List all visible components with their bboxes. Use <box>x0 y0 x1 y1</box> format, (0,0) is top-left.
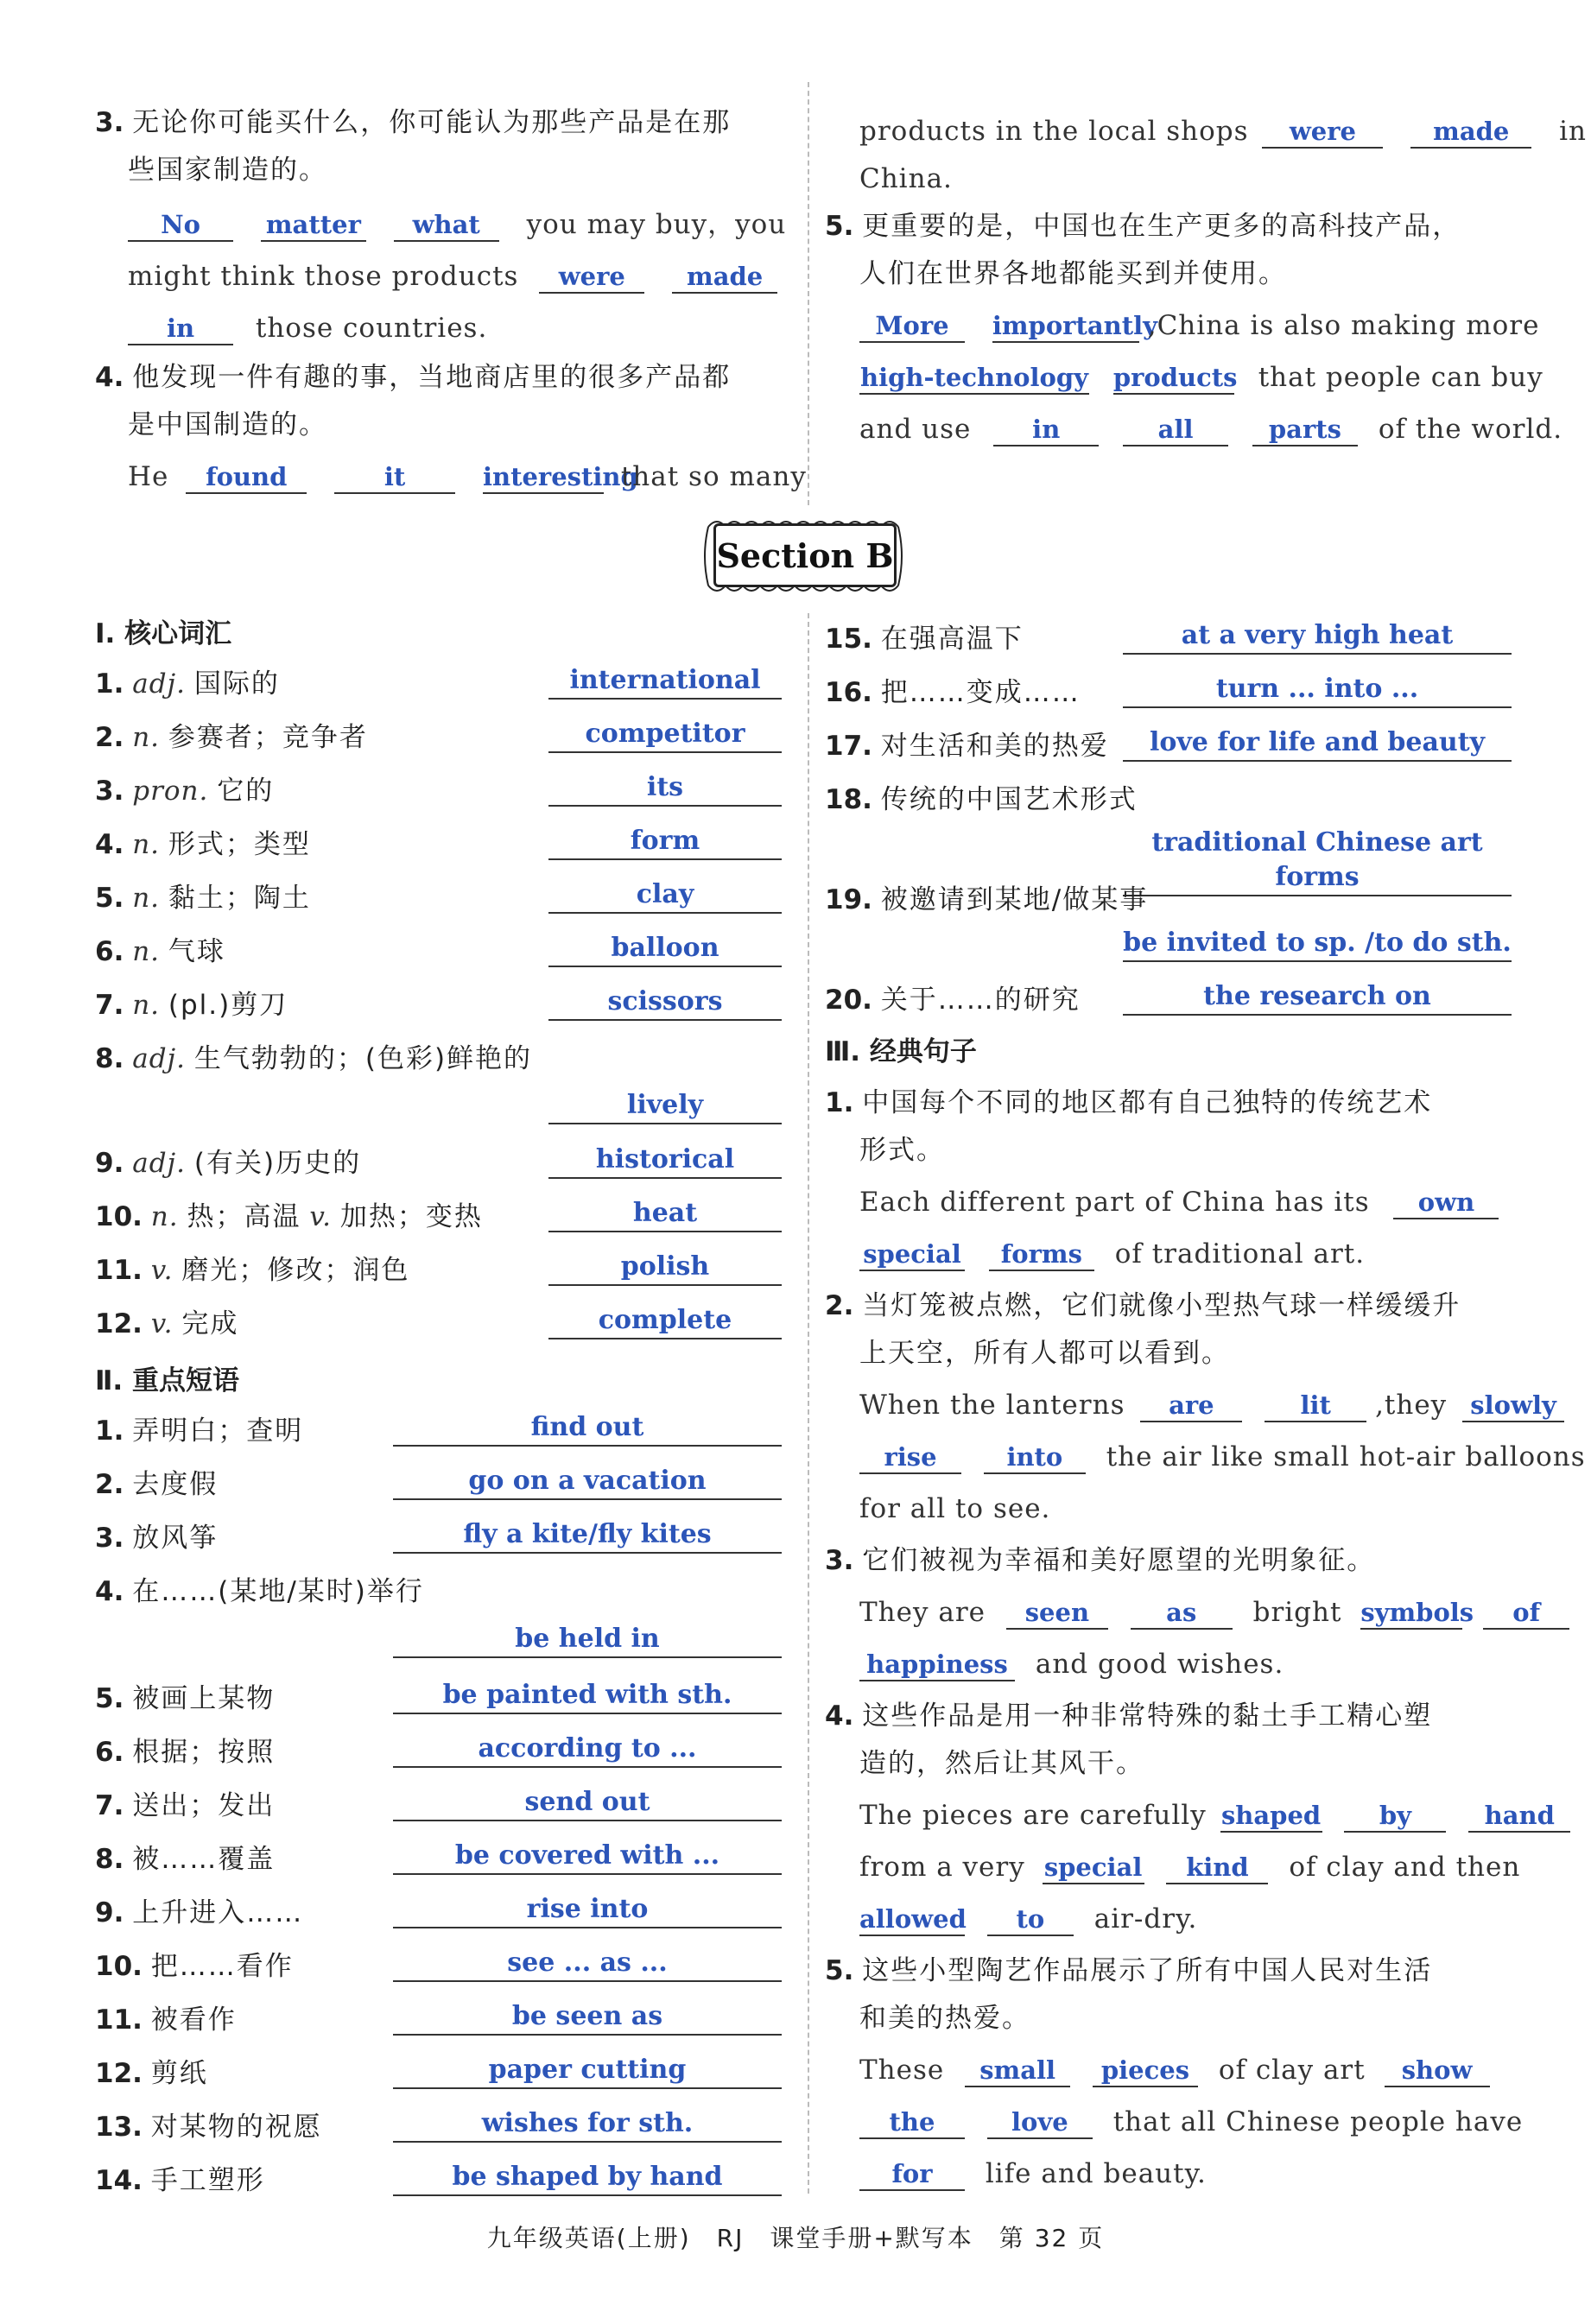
item-number: 18. <box>825 784 872 815</box>
s5-chinese-line1: 5. 这些小型陶艺作品展示了所有中国人民对生活 <box>825 1955 1433 1986</box>
answer-blank[interactable]: clay <box>548 877 782 914</box>
part-of-speech: n. <box>132 829 161 860</box>
answer-blank[interactable]: at a very high heat <box>1123 618 1512 655</box>
answer-blank[interactable]: in <box>128 313 233 345</box>
answer-blank[interactable]: it <box>334 461 455 494</box>
item-number: 2. <box>95 722 124 753</box>
item-number: 12. <box>95 1308 143 1339</box>
vocab-item <box>95 1305 238 1343</box>
s1-english-line2: special forms of traditional art. <box>859 1235 1365 1273</box>
s5-english-line2: the love that all Chinese people have <box>859 2103 1523 2141</box>
q4-cont-line1: products in the local shops were made in <box>859 116 1588 147</box>
phrase-item <box>95 1894 303 1932</box>
answer-blank[interactable]: allowed <box>859 1903 965 1936</box>
item-number: 12. <box>95 2058 143 2089</box>
answer-blank[interactable]: special <box>859 1238 965 1271</box>
item-number: 3. <box>95 776 124 807</box>
phrase-item <box>95 1947 294 1985</box>
item-number: 6. <box>95 936 124 967</box>
answer-blank[interactable]: small <box>965 2055 1070 2087</box>
q5-english-line1: More importantly ,China is also making more <box>859 307 1539 345</box>
item-number: 3. <box>95 1523 124 1554</box>
chinese-meaning: 根据；按照 <box>132 1737 276 1768</box>
answer-blank[interactable]: love for life and beauty <box>1123 725 1512 762</box>
chinese-meaning: 黏土；陶土 <box>168 883 311 914</box>
item-number: 5. <box>95 883 124 914</box>
chinese-meaning: 被画上某物 <box>132 1683 276 1714</box>
item-number: 20. <box>825 985 872 1016</box>
section-title: Section B <box>713 523 897 587</box>
answer-blank[interactable]: love <box>987 2106 1093 2139</box>
s3-english-line2: happiness and good wishes. <box>859 1645 1284 1683</box>
phrase-item <box>95 1573 424 1611</box>
answer-blank[interactable]: More <box>859 310 965 343</box>
s3-english-line1: They are seen as bright symbols of <box>859 1593 1569 1631</box>
answer-blank[interactable]: parts <box>1252 414 1358 446</box>
answer-blank[interactable]: by <box>1344 1800 1446 1833</box>
answer-blank[interactable]: be painted with sth. <box>393 1678 782 1714</box>
item-number: 13. <box>95 2112 143 2143</box>
item-number: 10. <box>95 1201 143 1232</box>
item-number: 4. <box>95 829 124 860</box>
vocab-item <box>95 986 288 1024</box>
part-of-speech: adj. <box>132 1148 187 1179</box>
page-footer: 九年级英语(上册) RJ 课堂手册+默写本 第 32 页 <box>486 2224 1105 2252</box>
item-number: 14. <box>95 2165 143 2196</box>
phrase-item <box>825 781 1138 819</box>
answer-blank[interactable]: were <box>1262 116 1383 149</box>
part-of-speech: n. <box>132 936 161 967</box>
part-of-speech: n. <box>132 883 161 914</box>
part2-heading: Ⅱ. 重点短语 <box>95 1365 239 1396</box>
phrase-item <box>95 1680 275 1718</box>
q3-english-line1: No matter what you may buy，you <box>128 206 786 244</box>
vocab-item <box>95 1251 409 1289</box>
answer-blank[interactable]: in <box>993 414 1099 446</box>
answer-blank[interactable]: heat <box>548 1196 782 1232</box>
item-number: 9. <box>95 1897 124 1928</box>
part-of-speech: n. <box>132 722 161 753</box>
s5-english-line3: for life and beauty. <box>859 2155 1207 2193</box>
chinese-meaning: 被……覆盖 <box>132 1844 276 1875</box>
answer-blank[interactable]: kind <box>1166 1852 1268 1884</box>
chinese-meaning: 在强高温下 <box>880 624 1024 655</box>
item-number: 15. <box>825 624 872 655</box>
answer-blank[interactable]: balloon <box>548 931 782 967</box>
s5-chinese-line2: 和美的热爱。 <box>859 2003 1030 2034</box>
answer-blank[interactable]: No <box>128 209 233 242</box>
answer-blank[interactable]: turn ... into ... <box>1123 672 1512 708</box>
chinese-meaning: 参赛者；竞争者 <box>168 722 368 753</box>
answer-blank[interactable]: lively <box>548 1088 782 1124</box>
item-number: 4. <box>95 1576 124 1607</box>
answer-blank[interactable]: what <box>394 209 499 242</box>
s4-chinese-line1: 4. 这些作品是用一种非常特殊的黏土手工精心塑 <box>825 1700 1433 1732</box>
chinese-meaning: 加热；变热 <box>339 1201 483 1232</box>
part1-heading: Ⅰ. 核心词汇 <box>95 618 232 649</box>
part-of-speech: adj. <box>132 1043 187 1074</box>
q5-english-line3: and use in all parts of the world. <box>859 414 1563 445</box>
chinese-meaning: 完成 <box>181 1308 239 1339</box>
phrase-item <box>825 674 1081 712</box>
q5-english-line2: high-technology products that people can buy <box>859 362 1543 393</box>
s1-chinese-line2: 形式。 <box>859 1135 945 1166</box>
answer-blank[interactable]: interesting <box>483 461 604 494</box>
answer-blank[interactable]: were <box>539 261 644 294</box>
item-number: 1. <box>95 668 124 700</box>
chinese-meaning: 传统的中国艺术形式 <box>880 784 1138 815</box>
part-of-speech: n. <box>150 1201 179 1232</box>
answer-blank[interactable]: wishes for sth. <box>393 2106 782 2143</box>
item-number: 7. <box>95 990 124 1021</box>
q5-chinese-line2: 人们在世界各地都能买到并使用。 <box>859 258 1287 289</box>
phrase-item <box>95 2108 322 2146</box>
answer-blank[interactable]: shaped <box>1220 1800 1322 1833</box>
s1-chinese-line1: 1. 中国每个不同的地区都有自己独特的传统艺术 <box>825 1087 1433 1118</box>
answer-blank[interactable]: of <box>1483 1597 1569 1630</box>
answer-blank[interactable]: as <box>1131 1597 1233 1630</box>
part-of-speech: v. <box>150 1308 174 1339</box>
answer-blank[interactable]: pieces <box>1093 2055 1198 2087</box>
phrase-item <box>95 1519 218 1557</box>
s2-chinese-line2: 上天空，所有人都可以看到。 <box>859 1338 1230 1369</box>
chinese-meaning: 生气勃勃的；(色彩)鲜艳的 <box>193 1043 533 1074</box>
answer-blank[interactable]: lit <box>1265 1390 1366 1422</box>
answer-blank[interactable]: paper cutting <box>393 2053 782 2089</box>
item-number: 1. <box>95 1415 124 1447</box>
item-number: 16. <box>825 677 872 708</box>
phrase-item <box>825 727 1109 765</box>
phrase-item <box>95 1840 275 1878</box>
chinese-meaning: 去度假 <box>132 1469 219 1500</box>
chinese-meaning: 上升进入…… <box>132 1897 304 1928</box>
answer-blank[interactable]: according to ... <box>393 1732 782 1768</box>
phrase-item <box>95 1733 275 1771</box>
chinese-meaning: 送出；发出 <box>132 1790 276 1821</box>
answer-blank[interactable]: rise <box>859 1441 961 1474</box>
answer-blank[interactable]: to <box>987 1903 1074 1936</box>
answer-blank[interactable]: be seen as <box>393 1999 782 2036</box>
chinese-meaning: 把……变成…… <box>880 677 1081 708</box>
chinese-meaning: 被邀请到某地/做某事 <box>880 884 1149 915</box>
chinese-meaning: 在……(某地/某时)举行 <box>132 1576 424 1607</box>
answer-blank[interactable]: happiness <box>859 1649 1015 1681</box>
vocab-item <box>95 719 368 757</box>
phrase-item <box>95 2001 237 2039</box>
item-number: 5. <box>95 1683 124 1714</box>
answer-blank[interactable]: go on a vacation <box>393 1464 782 1500</box>
q4-cont-line2: China. <box>859 163 953 194</box>
answer-blank[interactable]: found <box>186 461 307 494</box>
answer-blank[interactable]: made <box>1410 116 1531 149</box>
answer-blank[interactable]: into <box>984 1441 1086 1474</box>
phrase-item <box>95 1412 303 1450</box>
answer-blank[interactable]: scissors <box>548 985 782 1021</box>
chinese-meaning: (pl.)剪刀 <box>168 990 288 1021</box>
chinese-meaning: 关于……的研究 <box>880 985 1081 1016</box>
answer-blank[interactable]: show <box>1385 2055 1490 2087</box>
answer-blank[interactable]: hand <box>1468 1800 1570 1833</box>
item-number: 11. <box>95 2004 143 2036</box>
item-number: 19. <box>825 884 872 915</box>
q3-chinese-line1: 3. 无论你可能买什么，你可能认为那些产品是在那 <box>95 107 732 138</box>
chinese-meaning: 被看作 <box>150 2004 237 2036</box>
chinese-meaning: 形式；类型 <box>168 829 311 860</box>
s5-english-line1: These small pieces of clay art show <box>859 2051 1490 2089</box>
answer-blank[interactable]: for <box>859 2158 965 2191</box>
vocab-item <box>95 933 225 971</box>
s4-english-line3: allowed to air-dry. <box>859 1903 1198 1935</box>
chinese-meaning: 对生活和美的热爱 <box>880 731 1109 762</box>
answer-blank[interactable]: be held in <box>393 1622 782 1658</box>
answer-blank[interactable]: the <box>859 2106 965 2139</box>
chinese-meaning: 放风筝 <box>132 1523 219 1554</box>
item-number: 2. <box>95 1469 124 1500</box>
q5-chinese-line1: 5. 更重要的是，中国也在生产更多的高科技产品， <box>825 211 1461 242</box>
s1-english-line1: Each different part of China has its own <box>859 1183 1499 1221</box>
chinese-meaning: 气球 <box>168 936 225 967</box>
answer-blank[interactable]: traditional Chinese art forms <box>1123 826 1512 896</box>
phrase-item <box>825 620 1024 658</box>
s2-english-line1: When the lanterns are lit ,they slowly <box>859 1386 1564 1424</box>
part-of-speech: v. <box>150 1255 174 1286</box>
answer-blank[interactable]: see ... as ... <box>393 1946 782 1982</box>
phrase-item <box>825 881 1148 919</box>
part-of-speech: adj. <box>132 668 187 700</box>
answer-blank[interactable]: symbols <box>1360 1597 1462 1630</box>
chinese-meaning: 磨光；修改；润色 <box>181 1255 410 1286</box>
phrase-item <box>95 2162 265 2200</box>
part-of-speech: n. <box>132 990 161 1021</box>
chinese-meaning: 把……看作 <box>150 1951 294 1982</box>
phrase-item <box>825 981 1081 1019</box>
answer-blank[interactable]: made <box>672 261 777 294</box>
phrase-item <box>95 2055 208 2093</box>
vocab-item <box>95 1040 532 1078</box>
s4-english-line2: from a very special kind of clay and then <box>859 1852 1521 1883</box>
chinese-meaning: 剪纸 <box>150 2058 208 2089</box>
phrase-item <box>95 1787 275 1825</box>
answer-blank[interactable]: fly a kite/fly kites <box>393 1517 782 1554</box>
part-of-speech: v. <box>309 1201 333 1232</box>
answer-blank[interactable]: seen <box>1006 1597 1108 1630</box>
part-of-speech: pron. <box>132 776 209 807</box>
vocab-item <box>95 826 311 864</box>
answer-blank[interactable]: rise into <box>393 1892 782 1928</box>
answer-blank[interactable]: importantly <box>992 310 1139 343</box>
chinese-meaning: 它的 <box>217 776 275 807</box>
item-number: 6. <box>95 1737 124 1768</box>
answer-blank[interactable]: are <box>1140 1390 1242 1422</box>
answer-blank[interactable]: international <box>548 663 782 700</box>
chinese-meaning: 国际的 <box>193 668 280 700</box>
answer-blank[interactable]: forms <box>989 1238 1094 1271</box>
chinese-meaning: (有关)历史的 <box>193 1148 362 1179</box>
answer-blank[interactable]: competitor <box>548 717 782 753</box>
answer-blank[interactable]: be covered with ... <box>393 1839 782 1875</box>
item-number: 17. <box>825 731 872 762</box>
phrase-item <box>95 1466 218 1504</box>
q3-english-line2: might think those products were made <box>128 257 777 295</box>
answer-blank[interactable]: the research on <box>1123 979 1512 1016</box>
vocab-item <box>95 665 280 703</box>
q3-chinese-line2: 些国家制造的。 <box>128 155 327 186</box>
answer-blank[interactable]: own <box>1393 1187 1499 1219</box>
item-number: 8. <box>95 1043 124 1074</box>
answer-blank[interactable]: all <box>1123 414 1228 446</box>
q4-chinese-line2: 是中国制造的。 <box>128 409 327 440</box>
answer-blank[interactable]: be shaped by hand <box>393 2160 782 2196</box>
answer-blank[interactable]: historical <box>548 1143 782 1179</box>
vocab-item <box>95 1144 361 1182</box>
vocab-item <box>95 772 274 810</box>
column-divider-bottom <box>808 613 809 2194</box>
section-banner <box>701 515 905 598</box>
answer-blank[interactable]: slowly <box>1462 1390 1564 1422</box>
answer-blank[interactable]: find out <box>393 1410 782 1447</box>
s2-english-line3: for all to see. <box>859 1493 1051 1524</box>
answer-blank[interactable]: products <box>1113 362 1234 395</box>
part3-heading: Ⅲ. 经典句子 <box>825 1036 977 1067</box>
answer-blank[interactable]: be invited to sp. /to do sth. <box>1123 926 1512 962</box>
vocab-item <box>95 879 311 917</box>
answer-blank[interactable]: complete <box>548 1303 782 1339</box>
answer-blank[interactable]: polish <box>548 1250 782 1286</box>
s3-chinese-line1: 3. 它们被视为幸福和美好愿望的光明象征。 <box>825 1545 1376 1576</box>
s4-chinese-line2: 造的，然后让其风干。 <box>859 1748 1144 1779</box>
answer-blank[interactable]: send out <box>393 1785 782 1821</box>
item-number: 8. <box>95 1844 124 1875</box>
chinese-meaning: 对某物的祝愿 <box>150 2112 322 2143</box>
chinese-meaning: 热；高温 <box>187 1201 301 1232</box>
item-number: 10. <box>95 1951 143 1982</box>
answer-blank[interactable]: matter <box>261 209 366 242</box>
vocab-item <box>95 1198 483 1236</box>
answer-blank[interactable]: high-technology <box>859 362 1089 395</box>
q4-english-line1: He found it interesting that so many <box>128 461 807 492</box>
chinese-meaning: 手工塑形 <box>150 2165 265 2196</box>
answer-blank[interactable]: its <box>548 770 782 807</box>
s2-chinese-line1: 2. 当灯笼被点燃，它们就像小型热气球一样缓缓升 <box>825 1290 1461 1321</box>
item-number: 9. <box>95 1148 124 1179</box>
q3-english-line3: in those countries. <box>128 309 487 347</box>
column-divider-top <box>808 82 809 505</box>
q4-chinese-line1: 4. 他发现一件有趣的事，当地商店里的很多产品都 <box>95 362 732 393</box>
s4-english-line1: The pieces are carefully shaped by hand <box>859 1796 1570 1834</box>
answer-blank[interactable]: special <box>1043 1852 1144 1884</box>
item-number: 11. <box>95 1255 143 1286</box>
answer-blank[interactable]: form <box>548 824 782 860</box>
chinese-meaning: 弄明白；查明 <box>132 1415 304 1447</box>
s2-english-line2: rise into the air like small hot-air balloons <box>859 1438 1586 1476</box>
item-number: 7. <box>95 1790 124 1821</box>
